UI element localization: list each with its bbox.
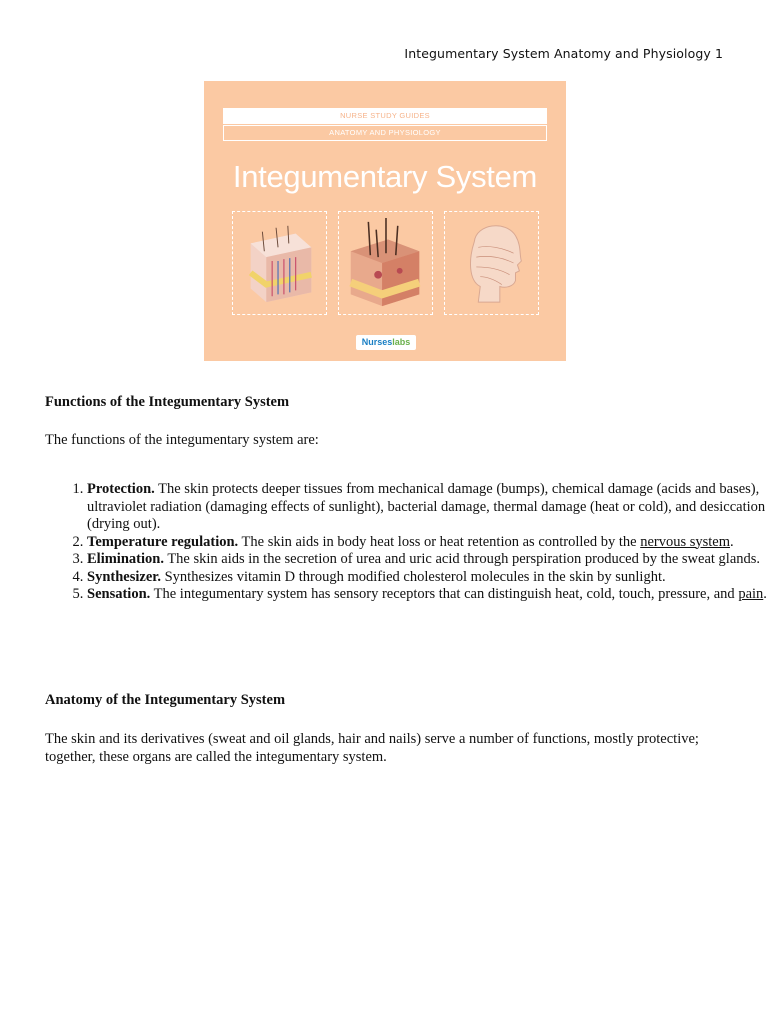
functions-list	[45, 481, 767, 604]
list-item: 2. Temperature regulation. The skin aids in body heat loss or heat retention as controlled by the nervous system.	[87, 534, 767, 552]
section-heading-anatomy: Anatomy of the Integumentary System	[45, 692, 286, 708]
nervous-system-link[interactable]: nervous system	[640, 533, 731, 550]
anatomy-paragraph: The skin and its derivatives (sweat and oil glands, hair and nails) serve a number of functions, mostly protective; together, these organs are called the integumentary system.	[45, 731, 699, 765]
banner-tag-anatomy: ANATOMY AND PHYSIOLOGY	[223, 125, 547, 141]
nurseslabs-logo: Nurseslabs	[356, 335, 416, 350]
functions-intro: The functions of the integumentary system are:	[45, 432, 319, 448]
running-header: Integumentary System Anatomy and Physiology 1	[404, 46, 723, 61]
banner-tag-study-guides: NURSE STUDY GUIDES	[223, 108, 547, 124]
section-heading-functions: Functions of the Integumentary System	[45, 394, 290, 410]
list-item: 4. Synthesizer. Synthesizes vitamin D through modified cholesterol molecules in the skin by sunlight.	[87, 569, 767, 587]
head-profile-illustration	[444, 211, 539, 315]
skin-cross-section-illustration	[338, 211, 433, 315]
pain-link[interactable]: pain	[738, 586, 764, 602]
skin-layers-illustration	[232, 211, 327, 315]
list-item: 1. Protection. The skin protects deeper tissues from mechanical damage (bumps), chemical damage (acids and bases), ultraviolet radiation (damaging effects of sunlight), bacterial damage, thermal damage (heat or cold), and desiccation (drying out).	[87, 481, 767, 534]
list-item: 3. Elimination. The skin aids in the secretion of urea and uric acid through perspiration produced by the sweat glands.	[87, 551, 767, 569]
list-item: 5. Sensation. The integumentary system has sensory receptors that can distinguish heat, cold, touch, pressure, and pain.	[87, 586, 767, 604]
banner-image	[204, 81, 566, 361]
banner-title: Integumentary System	[232, 159, 538, 194]
